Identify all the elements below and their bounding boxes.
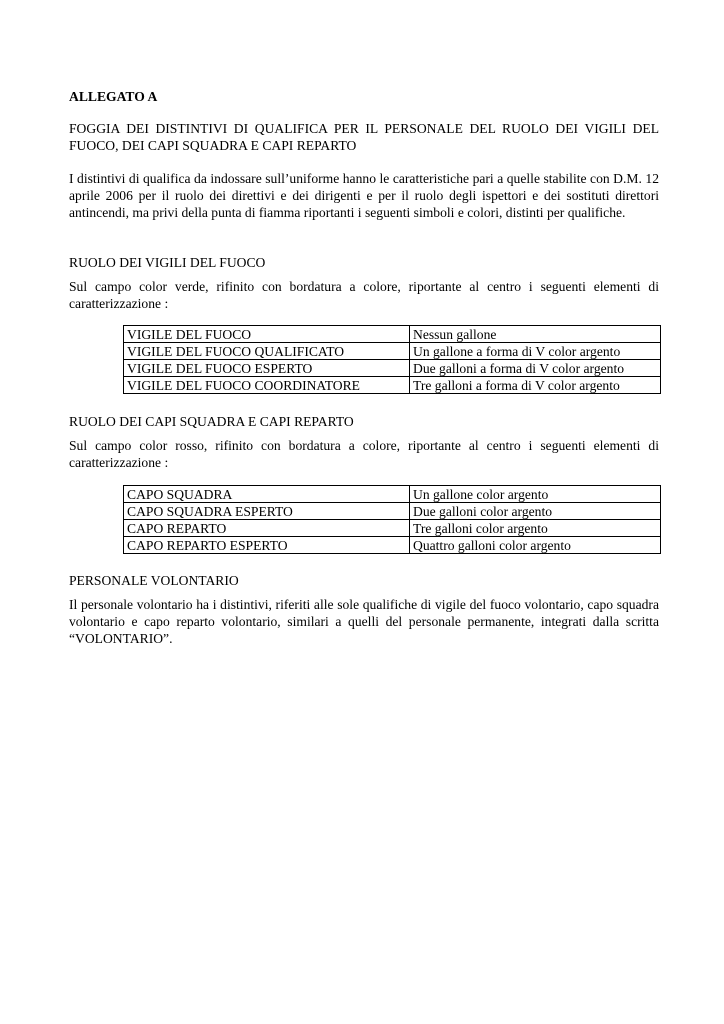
rank-cell: VIGILE DEL FUOCO QUALIFICATO (124, 343, 410, 360)
rank-cell: CAPO REPARTO (124, 520, 410, 537)
table-row (124, 326, 661, 343)
document-title: FOGGIA DEI DISTINTIVI DI QUALIFICA PER IL PERSONALE DEL RUOLO DEI VIGILI DEL FUOCO, DEI CAPI SQUADRA E CAPI REPARTO (69, 121, 659, 153)
rank-cell: CAPO SQUADRA ESPERTO (124, 503, 410, 520)
volontario-section-text: Il personale volontario ha i distintivi, riferiti alle sole qualifiche di vigile del fuoco volontario, capo squadra volontario e capo reparto volontario, similari a quelli del personale permanente, integrati dalla scritta “VOLONTARIO”. (69, 597, 659, 646)
table-row (124, 537, 661, 554)
vigili-section-text: Sul campo color verde, rifinito con bordatura a colore, riportante al centro i seguenti elementi di caratterizzazione : (69, 279, 659, 311)
rank-cell: VIGILE DEL FUOCO COORDINATORE (124, 377, 410, 394)
annex-heading: ALLEGATO A (69, 89, 158, 104)
capi-rank-table (123, 485, 661, 554)
rank-cell: CAPO SQUADRA (124, 486, 410, 503)
table-row (124, 377, 661, 394)
capi-section-text: Sul campo color rosso, rifinito con bordatura a colore, riportante al centro i seguenti elementi di caratterizzazione : (69, 438, 659, 470)
insignia-cell: Tre galloni color argento (410, 520, 661, 537)
insignia-cell: Due galloni color argento (410, 503, 661, 520)
insignia-cell: Un gallone a forma di V color argento (410, 343, 661, 360)
table-row (124, 486, 661, 503)
insignia-cell: Due galloni a forma di V color argento (410, 360, 661, 377)
table-row (124, 343, 661, 360)
intro-paragraph: I distintivi di qualifica da indossare sull’uniforme hanno le caratteristiche pari a quelle stabilite con D.M. 12 aprile 2006 per il ruolo dei direttivi e dei dirigenti e per il ruolo degli ispettori e dei sostituti direttori antincendi, ma privi della punta di fiamma riportanti i seguenti simboli e colori, distinti per qualifiche. (69, 171, 659, 220)
table-row (124, 520, 661, 537)
insignia-cell: Quattro galloni color argento (410, 537, 661, 554)
table-row (124, 360, 661, 377)
vigili-section-heading: RUOLO DEI VIGILI DEL FUOCO (69, 255, 266, 270)
insignia-cell: Tre galloni a forma di V color argento (410, 377, 661, 394)
rank-cell: CAPO REPARTO ESPERTO (124, 537, 410, 554)
capi-section-heading: RUOLO DEI CAPI SQUADRA E CAPI REPARTO (69, 414, 354, 429)
rank-cell: VIGILE DEL FUOCO (124, 326, 410, 343)
vigili-rank-table (123, 325, 661, 394)
insignia-cell: Nessun gallone (410, 326, 661, 343)
rank-cell: VIGILE DEL FUOCO ESPERTO (124, 360, 410, 377)
table-row (124, 503, 661, 520)
volontario-section-heading: PERSONALE VOLONTARIO (69, 573, 239, 588)
insignia-cell: Un gallone color argento (410, 486, 661, 503)
